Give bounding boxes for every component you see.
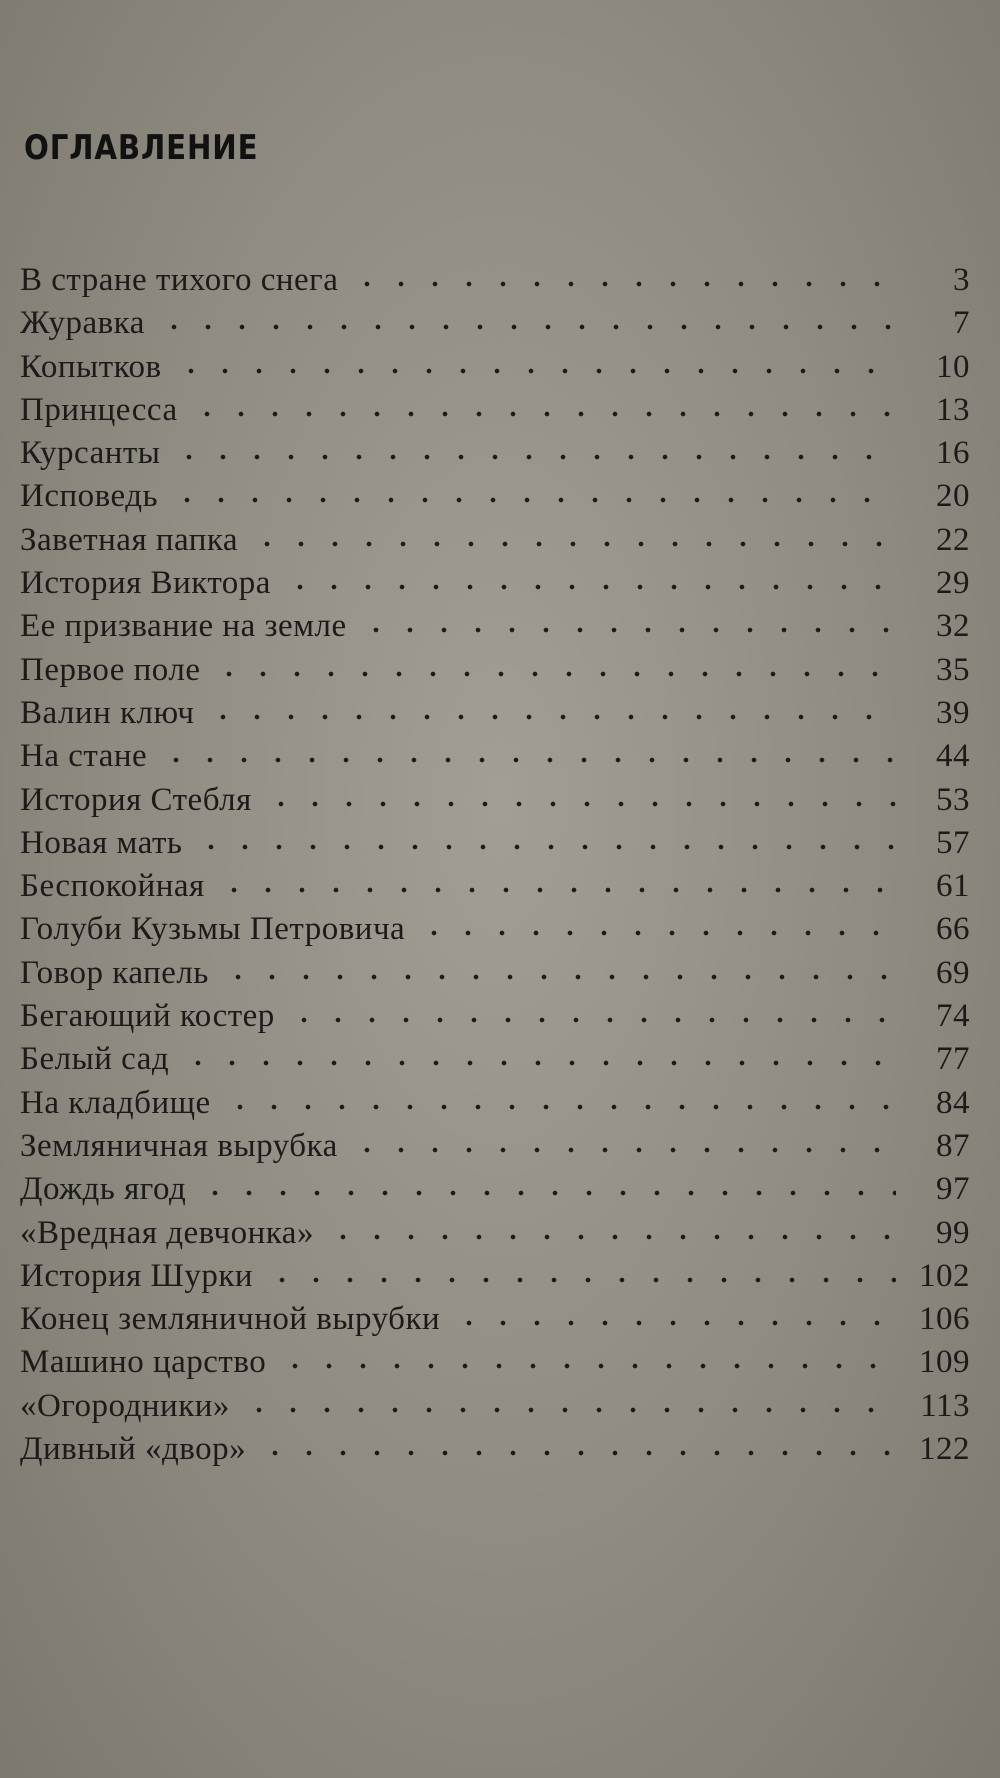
entry-title: Первое поле xyxy=(20,651,201,688)
entry-title: История Виктора xyxy=(20,565,271,602)
table-of-contents xyxy=(20,262,970,1474)
page-number: 69 xyxy=(936,954,970,991)
dot-leader xyxy=(181,1059,896,1067)
dot-leader xyxy=(157,323,896,331)
dot-leader xyxy=(223,1103,896,1111)
page-number: 102 xyxy=(919,1257,970,1294)
page-number: 16 xyxy=(936,435,970,472)
dot-leader xyxy=(217,886,896,894)
toc-entry xyxy=(20,911,970,954)
dot-leader xyxy=(258,1449,896,1457)
toc-entry xyxy=(20,955,970,998)
dot-leader xyxy=(194,843,896,851)
dot-leader xyxy=(159,756,896,764)
dot-leader xyxy=(359,626,896,634)
page-number: 97 xyxy=(936,1171,970,1208)
toc-entry xyxy=(20,1431,970,1474)
dot-leader xyxy=(350,1146,896,1154)
page-number: 106 xyxy=(919,1301,970,1338)
entry-title: Белый сад xyxy=(20,1041,170,1078)
page-number: 109 xyxy=(919,1344,970,1381)
dot-leader xyxy=(452,1319,896,1327)
page-number: 22 xyxy=(936,521,970,558)
toc-entry xyxy=(20,1344,970,1387)
entry-title: На стане xyxy=(20,738,148,775)
page-number: 39 xyxy=(936,694,970,731)
entry-title: На кладбище xyxy=(20,1084,211,1121)
dot-leader xyxy=(212,670,896,678)
dot-leader xyxy=(242,1406,896,1414)
entry-title: Ее призвание на земле xyxy=(20,608,347,645)
page-number: 10 xyxy=(936,348,970,385)
toc-entry xyxy=(20,782,970,825)
entry-title: Валин ключ xyxy=(20,694,195,731)
entry-title: Дивный «двор» xyxy=(20,1431,247,1468)
dot-leader xyxy=(206,713,896,721)
entry-title: Новая мать xyxy=(20,824,183,861)
entry-title: История Стебля xyxy=(20,781,252,818)
page-number: 84 xyxy=(936,1084,970,1121)
entry-title: Исповедь xyxy=(20,478,159,515)
page-number: 74 xyxy=(936,998,970,1035)
page-number: 113 xyxy=(920,1387,970,1424)
dot-leader xyxy=(198,1189,896,1197)
toc-entry xyxy=(20,738,970,781)
page-number: 87 xyxy=(936,1127,970,1164)
entry-title: Дождь ягод xyxy=(20,1171,187,1208)
entry-title: Земляничная вырубка xyxy=(20,1127,338,1164)
dot-leader xyxy=(170,496,896,504)
entry-title: «Вредная девчонка» xyxy=(20,1214,314,1251)
dot-leader xyxy=(326,1233,896,1241)
toc-entry xyxy=(20,695,970,738)
dot-leader xyxy=(265,1276,896,1284)
page-number: 13 xyxy=(936,391,970,428)
toc-entry xyxy=(20,1258,970,1301)
page-number: 61 xyxy=(936,868,970,905)
dot-leader xyxy=(264,800,896,808)
toc-entry xyxy=(20,1085,970,1128)
page-number: 99 xyxy=(936,1214,970,1251)
toc-entry xyxy=(20,608,970,651)
toc-entry xyxy=(20,1388,970,1431)
page-number: 77 xyxy=(936,1041,970,1078)
toc-entry xyxy=(20,998,970,1041)
toc-entry xyxy=(20,1171,970,1214)
dot-leader xyxy=(283,583,896,591)
toc-entry xyxy=(20,565,970,608)
toc-entry xyxy=(20,1041,970,1084)
entry-title: Голуби Кузьмы Петровича xyxy=(20,911,406,948)
toc-entry xyxy=(20,1128,970,1171)
dot-leader xyxy=(417,929,896,937)
entry-title: Конец земляничной вырубки xyxy=(20,1301,441,1338)
entry-title: Копытков xyxy=(20,348,162,385)
page-number: 57 xyxy=(936,824,970,861)
dot-leader xyxy=(278,1362,896,1370)
entry-title: Заветная папка xyxy=(20,521,239,558)
page-number: 122 xyxy=(919,1431,970,1468)
toc-entry xyxy=(20,478,970,521)
toc-entry xyxy=(20,349,970,392)
entry-title: Беспокойная xyxy=(20,868,205,905)
page-number: 29 xyxy=(936,565,970,602)
page-number: 20 xyxy=(936,478,970,515)
toc-entry xyxy=(20,305,970,348)
entry-title: Бегающий костер xyxy=(20,998,275,1035)
dot-leader xyxy=(221,973,896,981)
dot-leader xyxy=(350,280,896,288)
page-number: 44 xyxy=(936,738,970,775)
toc-entry xyxy=(20,1301,970,1344)
dot-leader xyxy=(287,1016,896,1024)
toc-entry xyxy=(20,652,970,695)
entry-title: Говор капель xyxy=(20,954,209,991)
page-number: 66 xyxy=(936,911,970,948)
page-number: 35 xyxy=(936,651,970,688)
entry-title: Журавка xyxy=(20,305,145,342)
dot-leader xyxy=(250,540,896,548)
dot-leader xyxy=(174,367,896,375)
entry-title: История Шурки xyxy=(20,1257,254,1294)
toc-entry xyxy=(20,1215,970,1258)
entry-title: В стране тихого снега xyxy=(20,262,339,298)
dot-leader xyxy=(172,453,896,461)
entry-title: Принцесса xyxy=(20,391,178,428)
toc-entry xyxy=(20,435,970,478)
toc-entry xyxy=(20,522,970,565)
toc-entry xyxy=(20,262,970,305)
entry-title: Машино царство xyxy=(20,1344,267,1381)
page-number: 7 xyxy=(953,305,970,342)
entry-title: «Огородники» xyxy=(20,1387,230,1424)
entry-title: Курсанты xyxy=(20,435,161,472)
dot-leader xyxy=(190,410,896,418)
page-title: ОГЛАВЛЕНИЕ xyxy=(24,128,259,168)
toc-entry xyxy=(20,825,970,868)
page-number: 53 xyxy=(936,781,970,818)
page-number: 32 xyxy=(936,608,970,645)
toc-entry xyxy=(20,868,970,911)
page-number: 3 xyxy=(953,262,970,298)
toc-entry xyxy=(20,392,970,435)
